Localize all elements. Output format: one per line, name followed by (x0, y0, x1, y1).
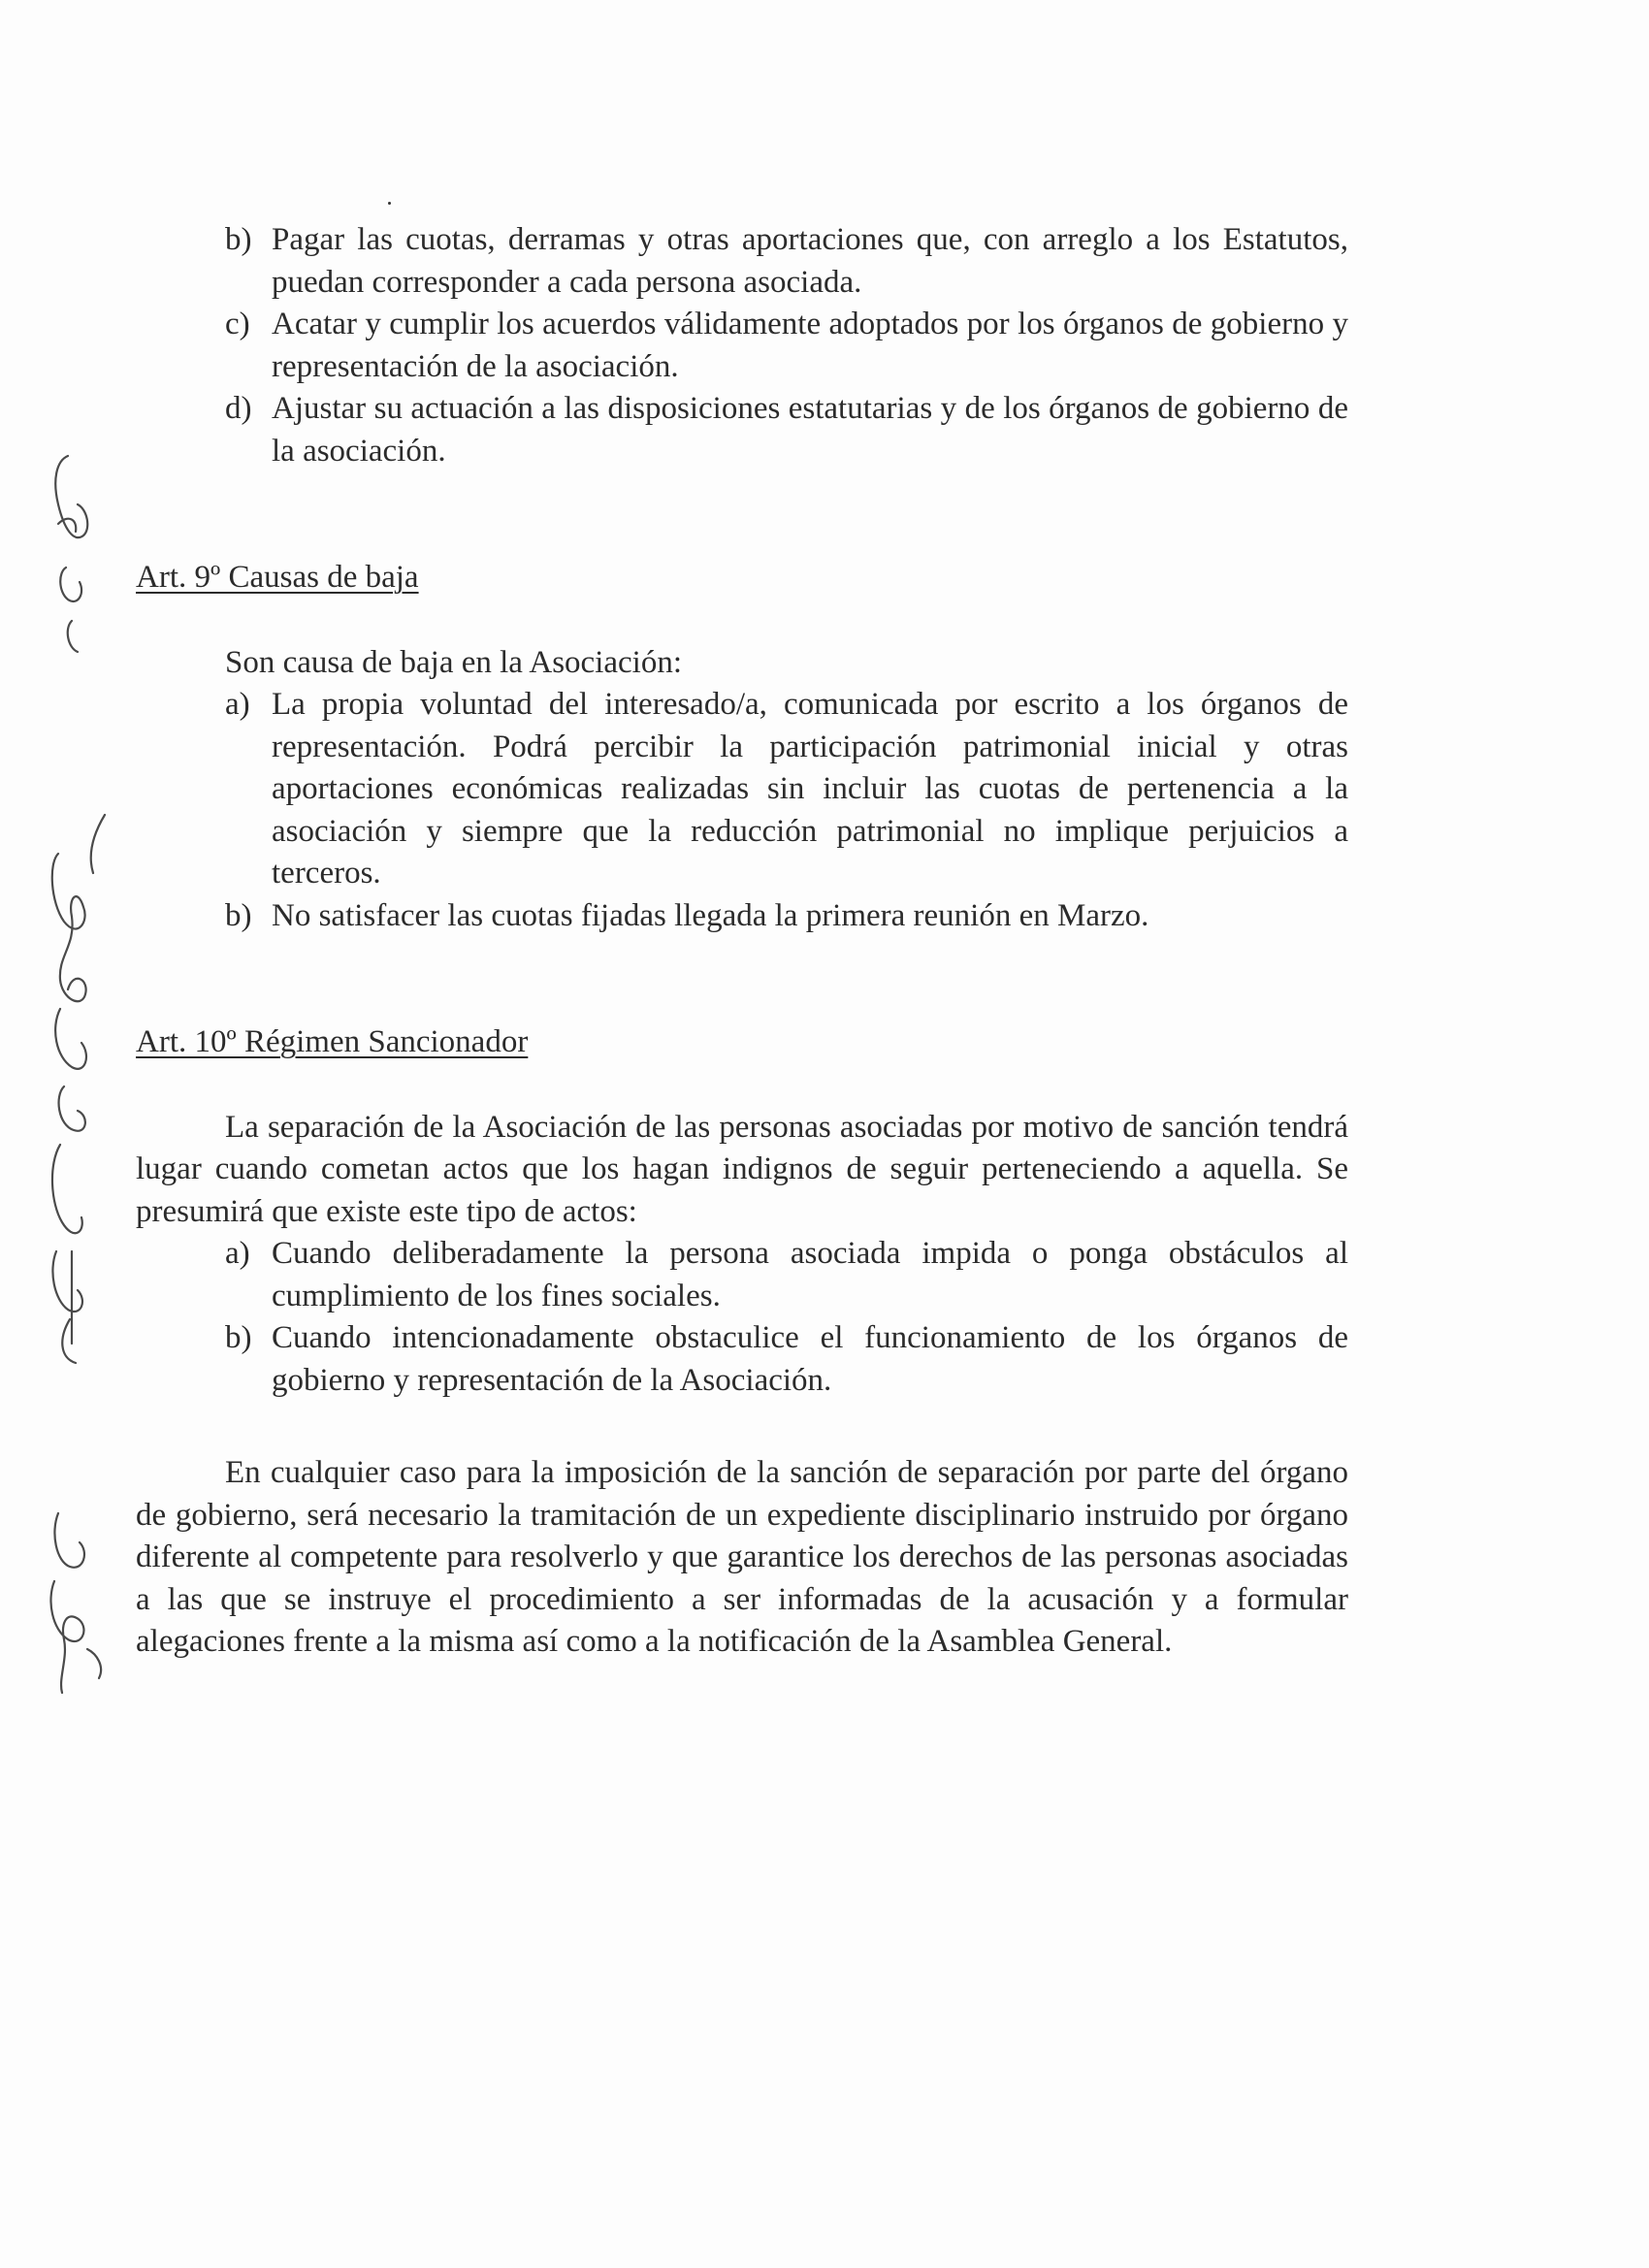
list-item (136, 895, 1348, 938)
obligations-list (136, 219, 1348, 472)
list-item-text: No satisfacer las cuotas fijadas llegada la primera reunión en Marzo. (272, 897, 1149, 933)
speck (388, 202, 391, 205)
list-marker: d) (225, 391, 252, 426)
art10-heading: Art. 10º Régimen Sancionador (136, 1024, 529, 1059)
list-item (136, 1233, 1348, 1317)
list-item-text: Ajustar su actuación a las disposiciones estatutarias y de los órganos de gobierno de la asociación. (272, 391, 1348, 469)
list-item-text: Cuando deliberadamente la persona asociada impida o ponga obstáculos al cumplimiento de los fines sociales. (272, 1236, 1348, 1313)
art9-intro: Son causa de baja en la Asociación: (225, 644, 683, 680)
handwritten-signature-3 (52, 1145, 82, 1363)
art10-list (136, 1233, 1348, 1402)
list-item-text: Cuando intencionadamente obstaculice el funcionamiento de los órganos de gobierno y representación de la Asociación. (272, 1320, 1348, 1398)
list-item (136, 684, 1348, 895)
handwritten-signature-2 (52, 815, 105, 1131)
list-item (136, 219, 1348, 304)
list-marker: b) (225, 897, 252, 933)
list-marker: a) (225, 687, 250, 722)
margin-signatures (0, 0, 136, 1707)
list-item (136, 304, 1348, 388)
list-marker: b) (225, 222, 252, 257)
list-item-text: Pagar las cuotas, derramas y otras aportaciones que, con arreglo a los Estatutos, puedan corresponder a cada persona asociada. (272, 222, 1348, 300)
handwritten-signature-1 (55, 456, 87, 652)
document-body (136, 219, 1348, 1664)
list-item-text: La propia voluntad del interesado/a, comunicada por escrito a los órganos de representación. Podrá percibir la participación patrimonial inicial y otras aportaciones económicas realizadas sin incluir las cuotas de pertenencia a la asociación y siempre que la reducción patrimonial no implique perjuicios a terceros. (272, 687, 1348, 891)
art10-paragraph-1: La separación de la Asociación de las personas asociadas por motivo de sanción tendrá lugar cuando cometan actos que los hagan indignos de seguir perteneciendo a aquella. Se presumirá que existe este tipo de actos: (136, 1109, 1348, 1229)
art9-list (136, 684, 1348, 937)
list-item-text: Acatar y cumplir los acuerdos válidamente adoptados por los órganos de gobierno y representación de la asociación. (272, 307, 1348, 384)
list-item (136, 1317, 1348, 1402)
list-marker: b) (225, 1320, 252, 1355)
list-marker: a) (225, 1236, 250, 1271)
list-item (136, 388, 1348, 472)
list-marker: c) (225, 307, 250, 341)
art9-heading: Art. 9º Causas de baja (136, 560, 419, 595)
handwritten-signature-4 (50, 1513, 101, 1693)
art10-paragraph-2: En cualquier caso para la imposición de la sanción de separación por parte del órgano de gobierno, será necesario la tramitación de un expediente disciplinario instruido por órgano diferente al competente para resolverlo y que garantice los derechos de las personas asociadas a las que se instruye el procedimiento a ser informadas de la acusación y a formular alegaciones frente a la misma así como a la notificación de la Asamblea General. (136, 1455, 1348, 1659)
